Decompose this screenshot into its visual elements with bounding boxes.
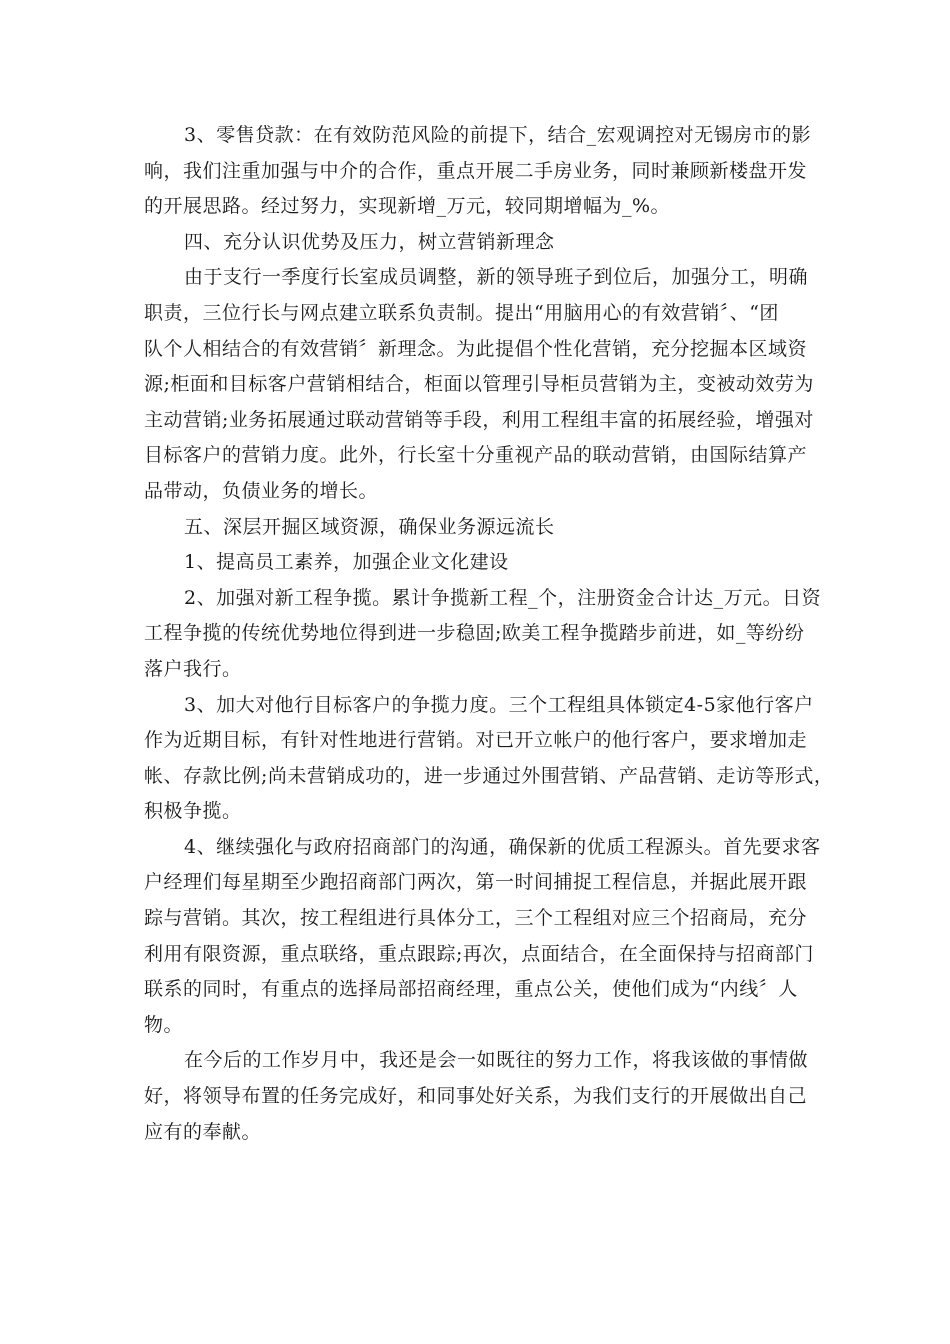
text-line: 响，我们注重加强与中介的合作，重点开展二手房业务，同时兼顾新楼盘开发 (144, 159, 808, 182)
text-line: 1、提高员工素养，加强企业文化建设 (184, 551, 509, 574)
text-line: 队个人相结合的有效营销〞新理念。为此提倡个性化营销，充分挖掘本区域资 (144, 337, 808, 360)
list-item-4 (144, 830, 820, 1044)
section-heading-5 (144, 510, 820, 546)
text-line: 积极争揽。 (144, 800, 242, 823)
list-item-1 (144, 545, 820, 581)
text-line: 在今后的工作岁月中，我还是会一如既往的努力工作，将我该做的事情做 (184, 1049, 809, 1072)
paragraph-marketing-concept (144, 260, 820, 509)
text-line: 2、加强对新工程争揽。累计争揽新工程_个，注册资金合计达_万元。日资 (184, 586, 822, 609)
text-line: 联系的同时，有重点的选择局部招商经理，重点公关，使他们成为“内线〞人 (144, 978, 798, 1001)
text-line: 帐、存款比例;尚未营销成功的，进一步通过外围营销、产品营销、走访等形式， (144, 764, 834, 787)
paragraph-retail-loans (144, 118, 820, 225)
text-line: 物。 (144, 1013, 184, 1036)
text-line: 3、零售贷款：在有效防范风险的前提下，结合_宏观调控对无锡房市的影 (184, 124, 812, 146)
list-item-2 (144, 581, 820, 688)
text-line: 品带动，负债业务的增长。 (144, 479, 379, 502)
text-line: 源;柜面和目标客户营销相结合，柜面以管理引导柜员营销为主，变被动效劳为 (144, 373, 814, 396)
text-line: 作为近期目标，有针对性地进行营销。对已开立帐户的他行客户，要求增加走 (144, 729, 808, 752)
text-line: 好，将领导布置的任务完成好，和同事处好关系，为我们支行的开展做出自己 (144, 1085, 808, 1108)
text-line: 职责，三位行长与网点建立联系负责制。提出“用脑用心的有效营销〞、“团 (144, 301, 779, 324)
paragraph-closing (144, 1043, 820, 1150)
text-line: 五、深层开掘区域资源，确保业务源远流长 (184, 515, 555, 538)
section-heading-4 (144, 225, 820, 261)
text-line: 的开展思路。经过努力，实现新增_万元，较同期增幅为_%。 (144, 195, 671, 218)
list-item-3 (144, 688, 834, 830)
text-line: 利用有限资源，重点联络，重点跟踪;再次，点面结合，在全面保持与招商部门 (144, 942, 814, 965)
text-line: 主动营销;业务拓展通过联动营销等手段，利用工程组丰富的拓展经验，增强对 (144, 408, 814, 431)
text-line: 4、继续强化与政府招商部门的沟通，确保新的优质工程源头。首先要求客 (184, 835, 821, 858)
document-body (144, 118, 834, 1150)
text-line: 工程争揽的传统优势地位得到进一步稳固;欧美工程争揽踏步前进，如_等纷纷 (144, 622, 805, 645)
text-line: 四、充分认识优势及压力，树立营销新理念 (184, 230, 555, 253)
text-line: 3、加大对他行目标客户的争揽力度。三个工程组具体锁定4-5家他行客户 (184, 693, 814, 716)
text-line: 目标客户的营销力度。此外，行长室十分重视产品的联动营销，由国际结算产 (144, 444, 808, 467)
text-line: 踪与营销。其次，按工程组进行具体分工，三个工程组对应三个招商局，充分 (144, 907, 808, 930)
text-line: 落户我行。 (144, 657, 242, 680)
text-line: 应有的奉献。 (144, 1120, 262, 1143)
text-line: 由于支行一季度行长室成员调整，新的领导班子到位后，加强分工，明确 (184, 266, 809, 289)
text-line: 户经理们每星期至少跑招商部门两次，第一时间捕捉工程信息，并据此展开跟 (144, 871, 808, 894)
